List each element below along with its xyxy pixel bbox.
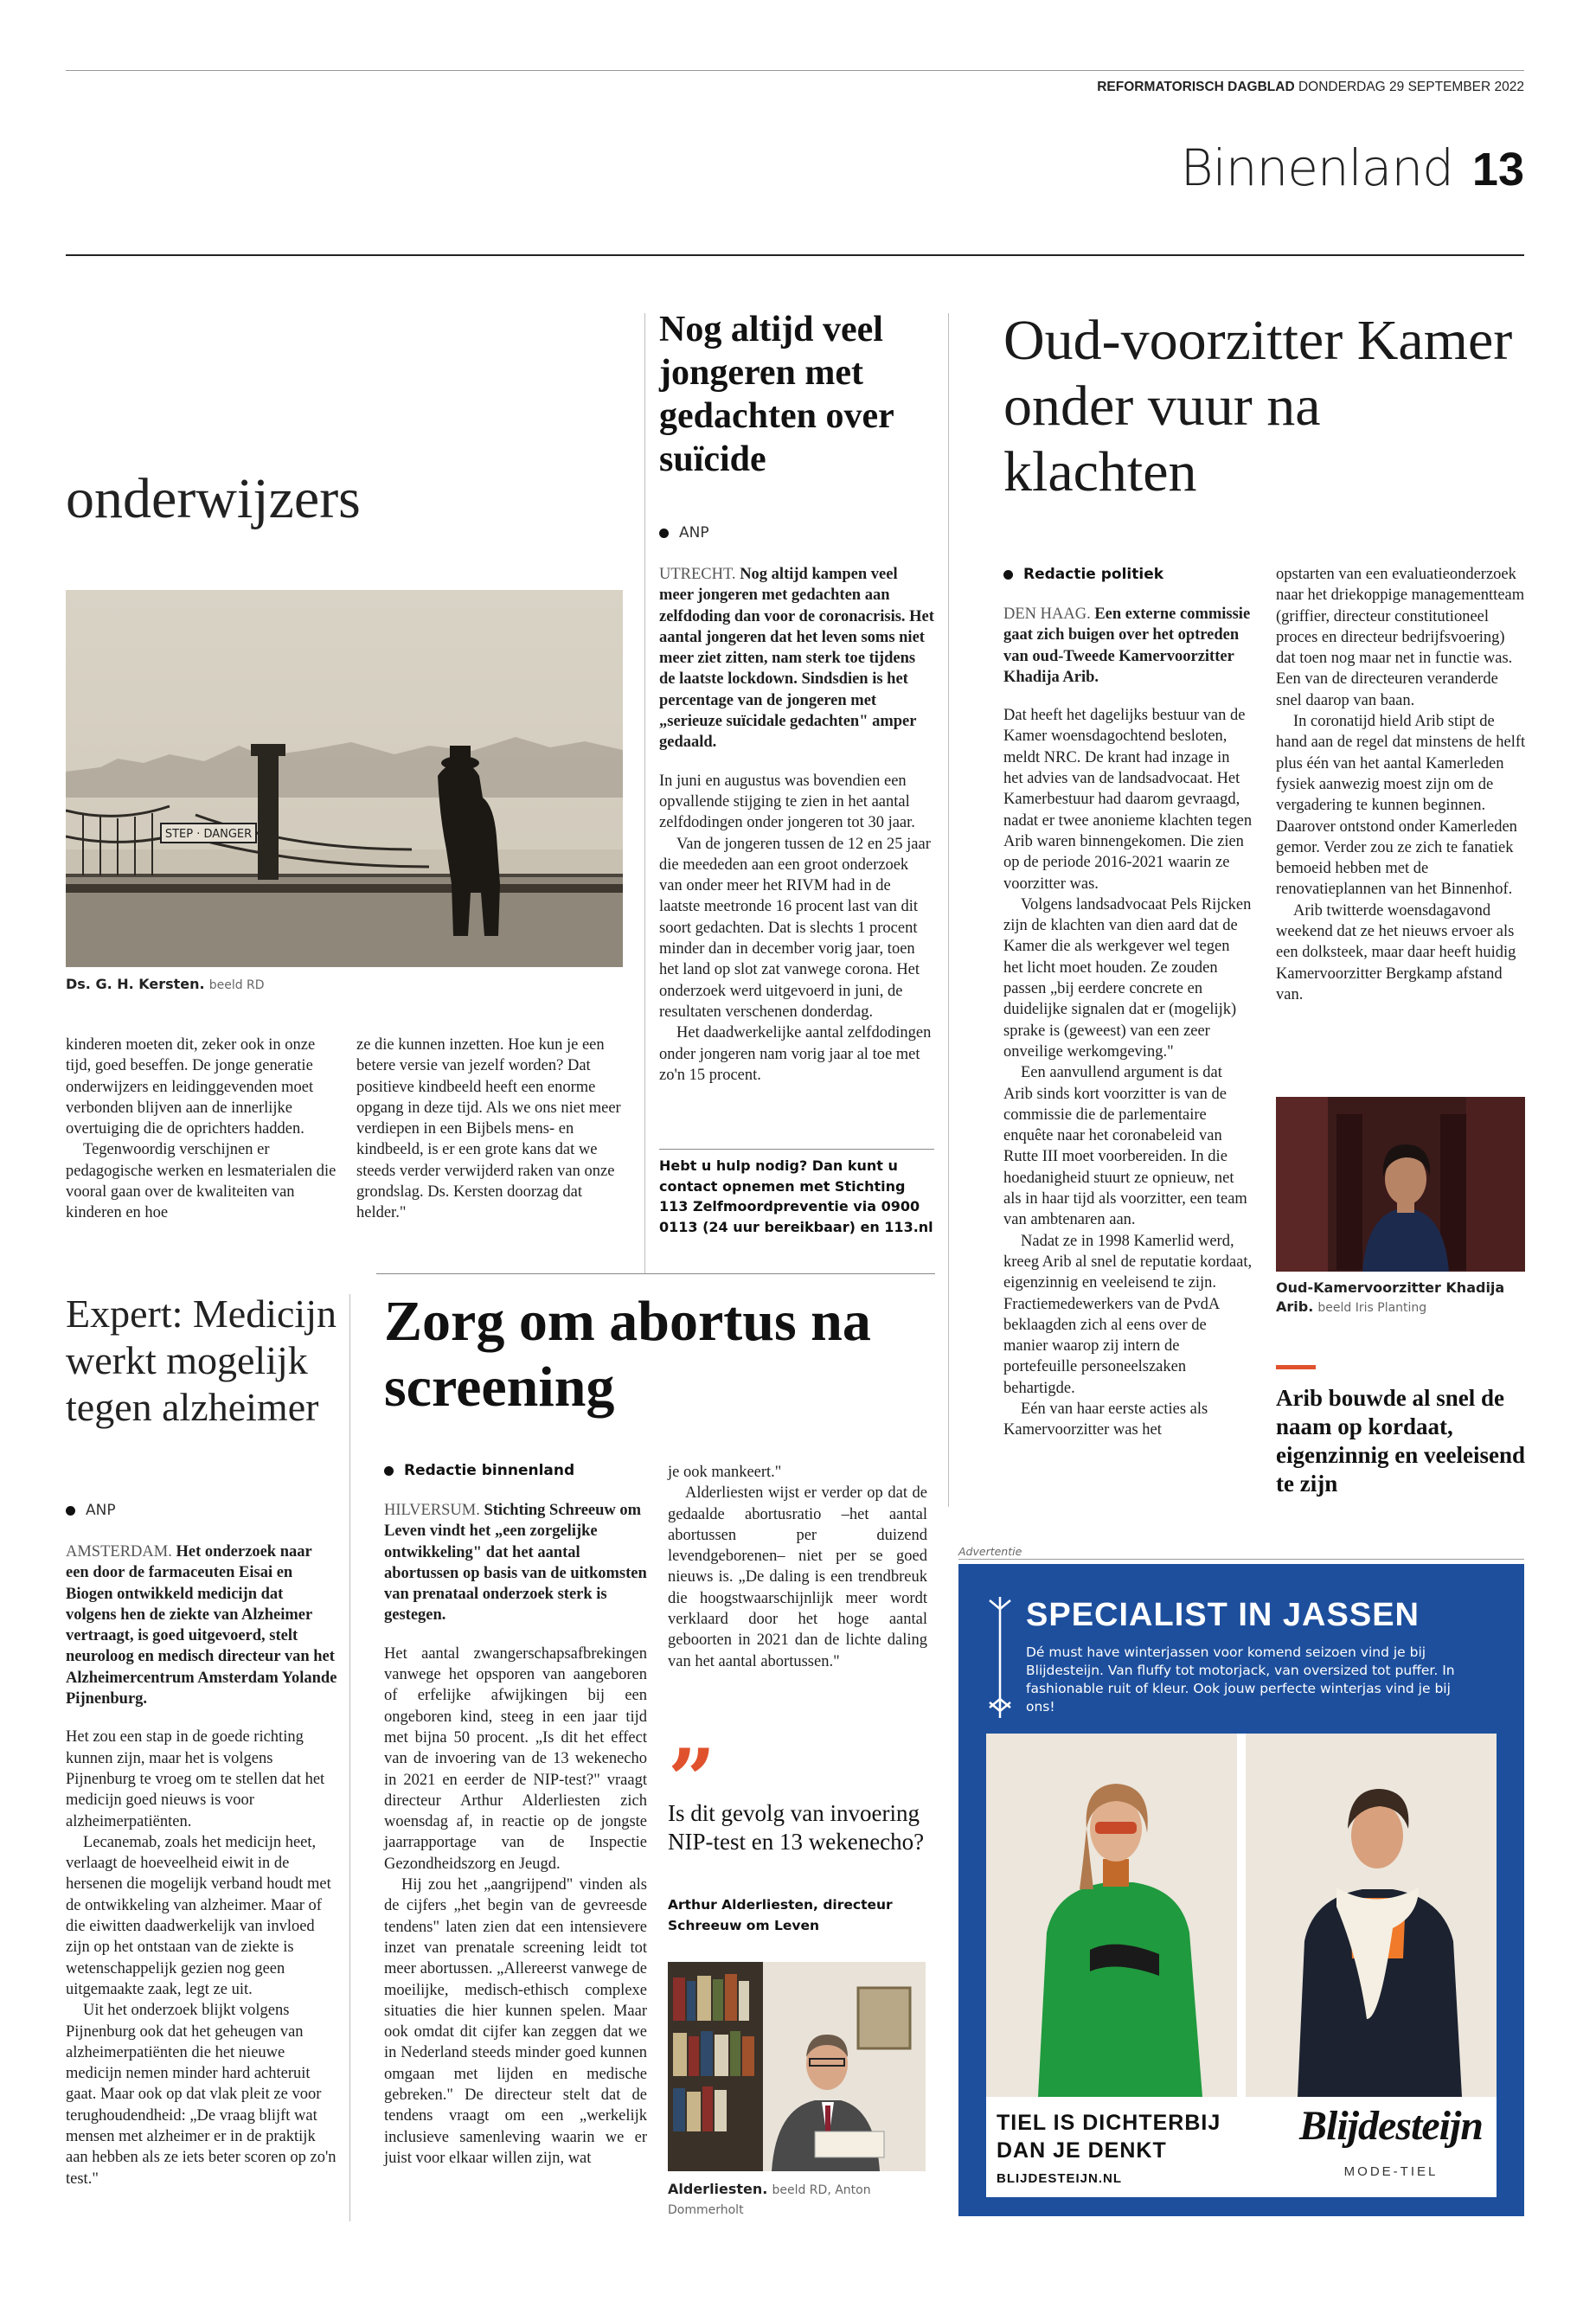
ad-photo-panel	[986, 1734, 1497, 2097]
abortus-lead: Stichting Schreeuw om Leven vindt het „een zorgelijke ontwikkeling" dat het aantal abortussen op basis van de uitkomsten van prenataal onderzoek sterk is gestegen.	[384, 1502, 647, 1625]
ad-brand-sub: MODE-TIEL	[1343, 2164, 1439, 2179]
arib-col2	[1276, 564, 1527, 1005]
arib-pullquote: Arib bouwde al snel de naam op kordaat, eigenzinnig en veeleisend te zijn	[1276, 1385, 1525, 1497]
onderwijzers-col2	[356, 1035, 630, 1224]
ad-slogan-line2: DAN JE DENKT	[997, 2138, 1167, 2163]
pullquote-accent	[1276, 1365, 1316, 1369]
arib-dateline: DEN HAAG.	[1003, 606, 1091, 623]
abortus-headline: Zorg om abortus na screening	[384, 1290, 871, 1419]
alzheimer-paragraph: Uit het onderzoek blijkt volgens Pijnenburg ook dat het geheugen van alzheimerpatiënten die het nieuwe medicijn nemen minder hard achteruit gaat. Maar ook op dat vlak pleit ze voor terughoudendheid: „De vraag blijft wat mensen met alzheimer er in de praktijk aan hebben als ze iets beter scoren op zo'n test."	[66, 2002, 337, 2188]
alzheimer-paragraph: Lecanemab, zoals het medicijn heet, verlaagt de hoeveelheid eiwit in de hersenen die mogelijk verband houdt met de ontwikkeling van alzheimer. Maar of die eiwitten daadwerkelijk van invloed zijn op het ontstaan van de ziekte is wetenschappelijk gezien nog geen uitgemaakte zaak, legt ze uit.	[66, 1833, 331, 1998]
abortus-paragraph: Alderliesten wijst er verder op dat de gedaalde abortusratio –het aantal abortussen per duizend levendgeborenen– niet per se goed nieuws is. „De daling is een trendbreuk die hoogstwaarschijnlijk meer wordt verklaard door het hoge aantal geboorten in 2021 dan de lichte daling van het aantal abortussen."	[668, 1484, 927, 1670]
abortus-quote: Is dit gevolg van invoering NIP-test en 13 wekenecho?	[668, 1800, 925, 1855]
abortus-byline	[384, 1462, 574, 1479]
suicide-lead: Nog altijd kampen veel meer jongeren met gedachten aan zelfdoding dan voor de coronacrisis. Het aantal jongeren dat het leven soms niet meer ziet zitten, nam sterk toe tijdens de laatste lockdown. Sindsdien is het percentage van de jongeren met „serieuze suïcidale gedachten" amper gedaald.	[659, 566, 934, 752]
section-header	[1181, 138, 1524, 197]
alzheimer-byline	[66, 1502, 116, 1519]
arib-headline: Oud-voorzitter Kamer onder vuur na klachten	[1003, 309, 1513, 503]
alzheimer-byline-text: ANP	[86, 1502, 116, 1519]
byline-dot-icon	[384, 1466, 394, 1476]
quote-mark-icon: ”	[668, 1731, 716, 1829]
kersten-photo	[66, 590, 623, 967]
kersten-caption	[66, 976, 265, 992]
suicide-paragraph: Van de jongeren tussen de 12 en 25 jaar die meededen aan een groot onderzoek van onder meer het RIVM had in de laatste meetronde 16 procent last van dit soort gedachten. Dat is slechts 1 procent minder dan in december vorig jaar, toen het land op slot zat vanwege corona. Het onderzoek werd uitgevoerd in juni, de resultaten verschenen donderdag.	[659, 835, 931, 1021]
suicide-body	[659, 564, 934, 1086]
abortus-col2	[668, 1462, 927, 1672]
page-number: 13	[1471, 144, 1524, 195]
alzheimer-paragraph: Het zou een stap in de goede richting kunnen zijn, maar het is volgens Pijnenburg te vroeg om te stellen dat het medicijn goed nieuws is voor alzheimerpatiënten.	[66, 1728, 325, 1830]
byline-dot-icon	[1003, 570, 1013, 580]
alzheimer-dateline: AMSTERDAM.	[66, 1543, 172, 1561]
kersten-harbour-image	[66, 590, 623, 967]
arib-byline-text: Redactie politiek	[1023, 566, 1164, 583]
onderwijzers-paragraph: kinderen moeten dit, zeker ook in onze tijd, goed beseffen. De jonge generatie onderwijzers en leidinggevenden moet verbonden blijven aan de innerlijke overtuiging die de oprichters hadden.	[66, 1036, 316, 1138]
section-title: Binnenland	[1180, 138, 1453, 197]
ad-footer-panel	[986, 2097, 1497, 2197]
ad-url-link[interactable]: BLIJDESTEIJN.NL	[997, 2171, 1123, 2186]
alzheimer-lead: Het onderzoek naar een door de farmaceuten Eisai en Biogen ontwikkeld medicijn dat volgens hen de ziekte van Alzheimer vertraagt, is goed uitgevoerd, stelt neuroloog en medisch directeur van het Alzheimercentrum Amsterdam Yolande Pijnenburg.	[66, 1543, 337, 1708]
ad-models-image	[986, 1734, 1497, 2097]
alzheimer-body	[66, 1541, 337, 2189]
svg-text:STEP · DANGER: STEP · DANGER	[164, 828, 253, 841]
suicide-paragraph: In juni en augustus was bovendien een opvallende stijging te zien in het aantal zelfdodingen onder jongeren tot 30 jaar.	[659, 772, 915, 832]
column-divider	[644, 313, 645, 1273]
alderliesten-caption-credit: beeld RD, Anton Dommerholt	[668, 2183, 871, 2217]
arib-paragraph: In coronatijd hield Arib stipt de hand aan de regel dat minstens de helft plus één van het aantal Kamerleden fysiek aanwezig moest zijn om de vergadering te kunnen beginnen. Daarover ontstond onder Kamerleden gemor. Verder zou ze zich te fanatiek bemoeid hebben met de renovatieplannen van het Binnenhof.	[1276, 713, 1526, 899]
abortus-byline-text: Redactie binnenland	[404, 1462, 575, 1479]
paper-name: REFORMATORISCH DAGBLAD	[1097, 80, 1295, 94]
header-rule	[66, 254, 1524, 256]
ad-slogan	[997, 2109, 1221, 2164]
onderwijzers-col1	[66, 1035, 339, 1224]
ad-label: Advertentie	[958, 1545, 1022, 1558]
abortus-paragraph: je ook mankeert."	[668, 1464, 782, 1481]
arib-paragraph: Eén van haar eerste acties als Kamervoorzitter was het	[1003, 1400, 1208, 1439]
alderliesten-caption-name: Alderliesten.	[668, 2181, 768, 2197]
top-rule	[66, 70, 1524, 71]
abortus-quote-attribution: Arthur Alderliesten, directeur Schreeuw om Leven	[668, 1897, 893, 1933]
help-box-rule	[659, 1149, 934, 1150]
abortus-dateline: HILVERSUM.	[384, 1502, 480, 1519]
advertisement[interactable]	[958, 1564, 1524, 2216]
alderliesten-photo	[668, 1962, 926, 2171]
alderliesten-portrait-image	[668, 1962, 926, 2171]
arib-col1	[1003, 604, 1253, 1441]
ad-slogan-line1: TIEL IS DICHTERBIJ	[997, 2111, 1221, 2135]
arib-paragraph: Volgens landsadvocaat Pels Rijcken zijn de klachten van dien aard dat de Kamer die als werkgever wel tegen het licht moet houden. Ze zouden passen „bij eerdere concrete en duidelijke signalen dat er (mogelijk) sprake is (geweest) van een zeer onveilige werkomgeving."	[1003, 895, 1252, 1061]
abortus-col1	[384, 1500, 647, 2169]
section-rule	[376, 1273, 935, 1274]
suicide-byline	[659, 524, 709, 542]
suicide-dateline: UTRECHT.	[659, 566, 736, 583]
alderliesten-caption	[668, 2180, 927, 2220]
arib-caption	[1276, 1279, 1527, 1317]
abortus-paragraph: Hij zou het „aangrijpend" vinden als de cijfers „het begin van de gevreesde tendens" laten zien dat een intensievere inzet van prenatale screening leidt tot meer abortussen. „Allereerst vanwege de moeilijke, medisch-ethisch complexe situaties die hier kunnen spelen. Maar ook omdat dit cijfer kan zeggen dat we in Nederland steeds minder goed kunnen omgaan met lijden en medische gebreken." De directeur stelt dat de tendens vraagt om een „werkelijk inclusieve samenleving waarin we er juist voor elkaar willen zijn, wat	[384, 1876, 647, 2167]
arib-lead: Een externe commissie gaat zich buigen over het optreden van oud-Tweede Kamervoorzitter Khadija Arib.	[1003, 606, 1251, 686]
arib-paragraph: Nadat ze in 1998 Kamerlid werd, kreeg Arib al snel de reputatie kordaat, eigenzinnig en veeleisend te zijn. Fractiemedewerkers van de PvdA beklaagden zich al eens over de manier waarop zij intern de portefeuille personeelszaken behartigde.	[1003, 1232, 1253, 1397]
ad-brand-logo: Blijdesteijn	[1298, 2103, 1483, 2149]
arib-paragraph: Arib twitterde woensdagavond weekend dat ze het nieuws ervoer als een dolksteek, maar daar heeft huidig Kamervoorzitter Bergkamp afstand van.	[1276, 901, 1516, 1003]
column-divider	[349, 1294, 350, 2221]
arib-byline	[1003, 566, 1163, 583]
paper-date: DONDERDAG 29 SEPTEMBER 2022	[1298, 80, 1524, 94]
alzheimer-headline: Expert: Medicijn werkt mogelijk tegen alzheimer	[66, 1292, 337, 1429]
suicide-headline: Nog altijd veel jongeren met gedachten over suïcide	[659, 310, 894, 479]
abortus-paragraph: Het aantal zwangerschapsafbrekingen vanwege het opsporen van aangeboren of erfelijke afwijkingen bij een ongeboren kind, steeg in een jaar tijd met bijna 50 procent. „Is dit het effect van de invoering van de 13 wekenecho in 2021 en eerder de NIP-test?" vraagt directeur Arthur Alderliesten zich woensdag af, in reactie op de jongste jaarrapportage van de Inspectie Gezondheidszorg en Jeugd.	[384, 1644, 647, 1873]
onderwijzers-paragraph: ze die kunnen inzetten. Hoe kun je een betere versie van jezelf worden? Dat positieve kindbeeld heeft een enorme opgang in deze tijd. Als we ons niet meer verdiepen in een Bijbels mens- en kindbeeld, is er een grote kans dat we steeds verder verwijderd raken van onze grondslag. Ds. Kersten doorzag dat helder."	[356, 1036, 621, 1222]
ad-text: Dé must have winterjassen voor komend seizoen vind je bij Blijdesteijn. Van fluffy tot motorjack, van oversized tot puffer. In fashionable ruit of kleur. Ook jouw perfecte winterjas vind je bij ons!	[1026, 1644, 1455, 1715]
onderwijzers-headline: onderwijzers	[66, 467, 361, 530]
arib-paragraph: opstarten van een evaluatieonderzoek naar het driekoppige managementteam (griffier, directeur constitutioneel proces en directeur bedrijfsvoering) dat toen nog maar net in functie was. Een van de directeuren veranderde snel daarop van baan.	[1276, 566, 1525, 709]
masthead-line	[1097, 80, 1524, 95]
arib-portrait-image	[1276, 1097, 1525, 1272]
ad-title: SPECIALIST IN JASSEN	[1026, 1597, 1420, 1633]
suicide-byline-text: ANP	[679, 524, 709, 542]
kersten-caption-credit: beeld RD	[208, 978, 265, 992]
suicide-paragraph: Het daadwerkelijke aantal zelfdodingen onder jongeren nam vorig jaar al toe met zo'n 15 procent.	[659, 1024, 932, 1084]
ad-arrow-icon	[986, 1597, 1014, 1718]
onderwijzers-paragraph: Tegenwoordig verschijnen er pedagogische werken en lesmaterialen die vooral gaan over de kwaliteiten van kinderen en hoe	[66, 1141, 337, 1222]
column-divider	[948, 313, 949, 1507]
byline-dot-icon	[66, 1506, 75, 1516]
arib-photo	[1276, 1097, 1525, 1272]
arib-caption-name: Oud-Kamervoorzitter Khadija Arib.	[1276, 1279, 1505, 1315]
byline-dot-icon	[659, 529, 669, 538]
arib-caption-credit: beeld Iris Planting	[1317, 1301, 1427, 1315]
ad-rule	[958, 1559, 1524, 1560]
arib-paragraph: Een aanvullend argument is dat Arib sinds kort voorzitter is van de commissie die de parlementaire enquête naar het coronabeleid van Rutte III moet voorbereiden. In die hoedanigheid stuurt ze opnieuw, net als in haar tijd als voorzitter, een team van ambtenaren aan.	[1003, 1064, 1247, 1229]
kersten-caption-name: Ds. G. H. Kersten.	[66, 976, 205, 992]
suicide-help-box: Hebt u hulp nodig? Dan kunt u contact opnemen met Stichting 113 Zelfmoordpreventie via 0900 0113 (24 uur bereikbaar) en 113.nl	[659, 1157, 933, 1235]
arib-paragraph: Dat heeft het dagelijks bestuur van de Kamer woensdagochtend besloten, meldt NRC. De krant had inzage in het advies van de landsadvocaat. Het Kamerbestuur had daarom gevraagd, nadat er twee anonieme klachten tegen Arib waren binnengekomen. Die zien op de periode 2016-2021 waarin ze voorzitter was.	[1003, 707, 1253, 893]
